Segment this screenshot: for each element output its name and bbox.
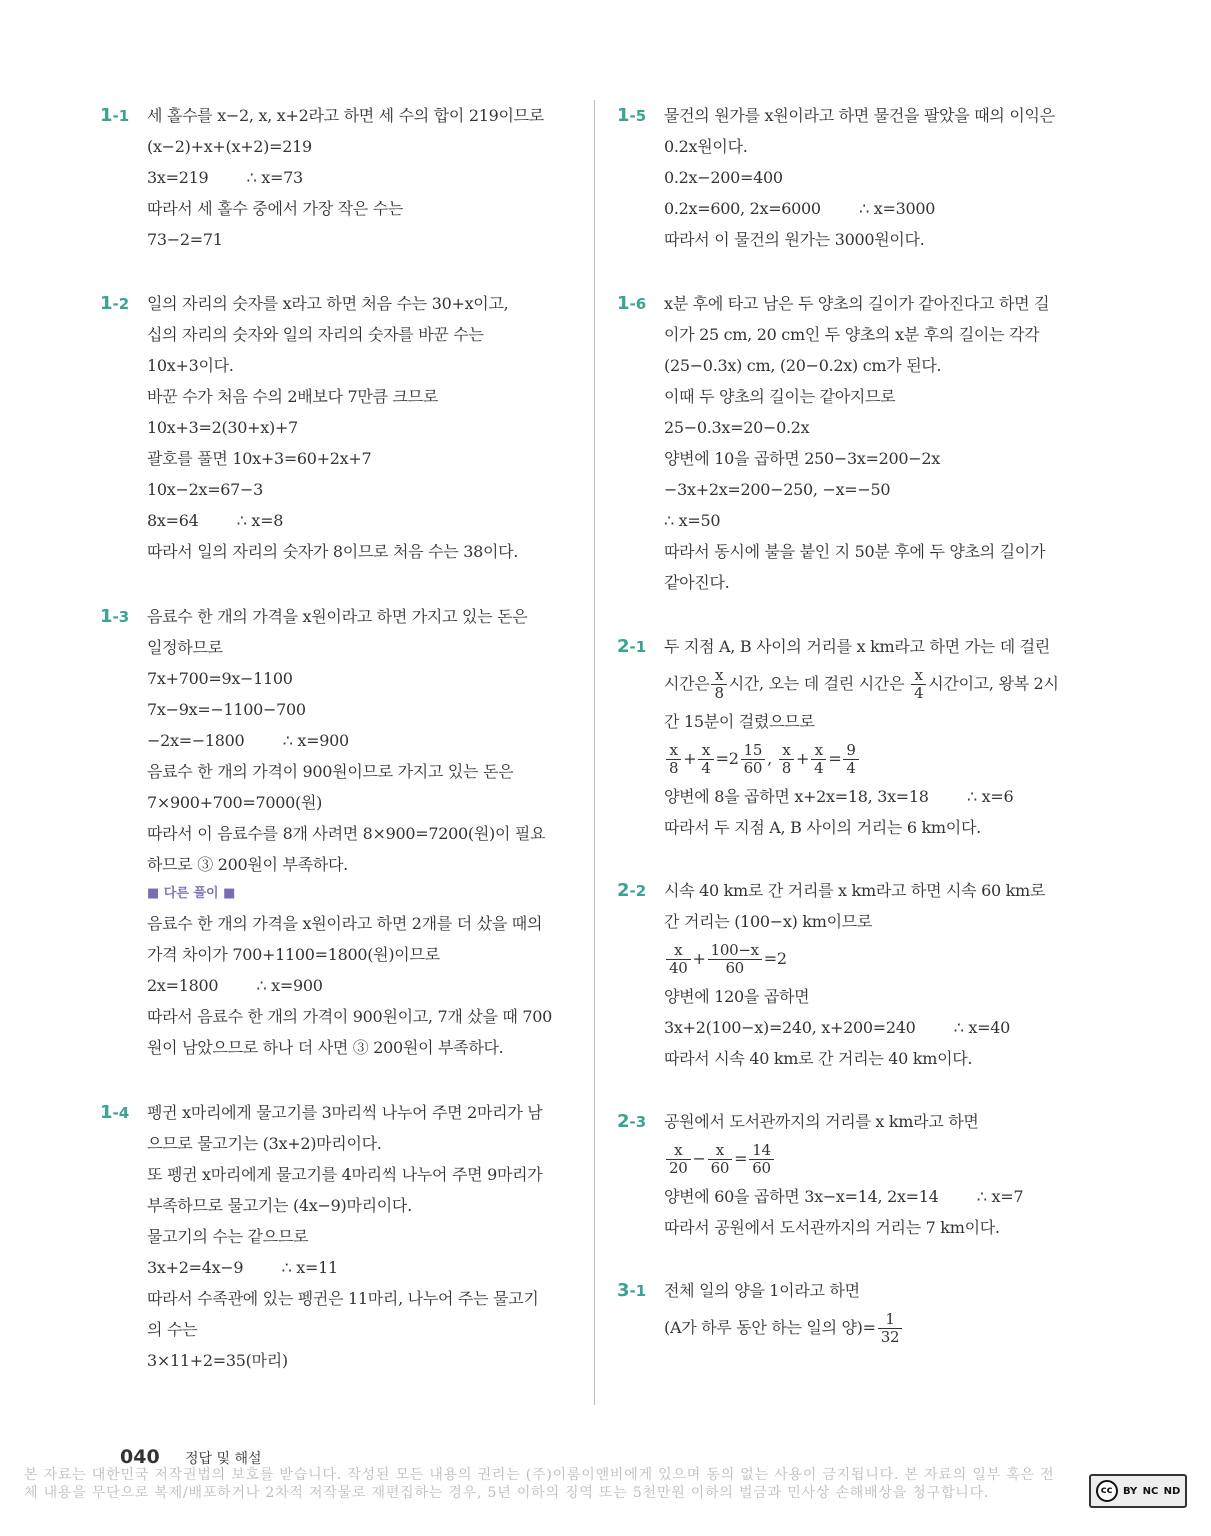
- equation-line: [664, 1137, 1092, 1181]
- solution-line: 양변에 10을 곱하면 250−3x=200−2x: [664, 449, 941, 468]
- operator: =: [734, 1149, 748, 1168]
- solution-line: 따라서 공원에서 도서관까지의 거리는 7 km이다.: [664, 1218, 1000, 1237]
- solution-line: 0.2x=600, 2x=6000 ∴ x=3000: [664, 199, 936, 218]
- numerator: 100−x: [708, 943, 762, 960]
- solution-line: 바꾼 수가 처음 수의 2배보다 7만큼 크므로: [147, 387, 438, 406]
- problem-number: 2-1: [617, 636, 647, 657]
- solution-line: 공원에서 도서관까지의 거리를 x km라고 하면: [664, 1112, 979, 1131]
- problem-number: 1-1: [100, 105, 130, 126]
- problem-number: 2-3: [617, 1111, 647, 1132]
- solution-line: 따라서 세 홀수 중에서 가장 작은 수는: [147, 199, 404, 218]
- solution-line: 물고기의 수는 같으므로: [147, 1227, 309, 1246]
- numerator: x: [666, 943, 691, 960]
- problem-number: 1-2: [100, 293, 130, 314]
- numerator: x: [711, 668, 726, 685]
- solution-line: [664, 662, 1092, 706]
- right-column: [617, 100, 1092, 1350]
- solution-line: 시속 40 km로 간 거리를 x km라고 하면 시속 60 km로: [664, 881, 1046, 900]
- solution-line: 가격 차이가 700+1100=1800(원)이므로: [147, 945, 440, 964]
- fraction: [666, 943, 691, 976]
- copyright-notice: 본 자료는 대한민국 저작권법의 보호를 받습니다. 작성된 모든 내용의 권리는 (주)이룸이앤비에게 있으며 동의 없는 사용이 금지됩니다. 본 자료의 일부 혹은 전체 내용을 무단으로 복제/배포하거나 2차적 저작물로 재편집하는 경우, 5년 이하의 징역 또는 5천만원 이하의 벌금과 민사상 손해배상을 청구합니다.: [24, 1467, 1055, 1501]
- solution-line: 0.2x−200=400: [664, 168, 783, 187]
- solution-line: 또 펭귄 x마리에게 물고기를 4마리씩 나누어 주면 9마리가: [147, 1165, 543, 1184]
- operator: +: [683, 749, 697, 768]
- fraction: [741, 743, 766, 776]
- equation-line: [664, 737, 1092, 781]
- solution-line: 음료수 한 개의 가격이 900원이므로 가지고 있는 돈은: [147, 762, 514, 781]
- problem-2-2: [617, 875, 1092, 1074]
- denominator: 4: [914, 684, 924, 702]
- fraction: [779, 743, 794, 776]
- numerator: x: [698, 743, 713, 760]
- solution-line: 간 15분이 걸렸으므로: [664, 712, 815, 731]
- operator: =2: [763, 949, 787, 968]
- numerator: 14: [749, 1143, 774, 1160]
- fraction: [878, 1312, 903, 1345]
- solution-line: 일정하므로: [147, 638, 223, 657]
- denominator: 4: [846, 759, 856, 777]
- solution-line: 으므로 물고기는 (3x+2)마리이다.: [147, 1134, 382, 1153]
- operator: +: [692, 949, 706, 968]
- operator: +: [795, 749, 810, 768]
- by-icon: BY: [1122, 1485, 1138, 1497]
- solution-line: 음료수 한 개의 가격을 x원이라고 하면 2개를 더 샀을 때의: [147, 914, 543, 933]
- operator: =2: [715, 749, 739, 768]
- denominator: 60: [743, 759, 763, 777]
- solution-line: 따라서 이 물건의 원가는 3000원이다.: [664, 230, 925, 249]
- problem-1-3: [100, 601, 575, 1063]
- solution-line: 따라서 수족관에 있는 펭귄은 11마리, 나누어 주는 물고기: [147, 1289, 539, 1308]
- denominator: 60: [752, 1159, 771, 1177]
- solution-line: 양변에 8을 곱하면 x+2x=18, 3x=18 ∴ x=6: [664, 787, 1014, 806]
- denominator: 40: [669, 959, 688, 977]
- solution-line: 3x+2(100−x)=240, x+200=240 ∴ x=40: [664, 1018, 1011, 1037]
- nd-icon: ND: [1163, 1485, 1181, 1497]
- problem-number: 1-5: [617, 105, 647, 126]
- solution-line: 의 수는: [147, 1320, 198, 1339]
- problem-number: 1-6: [617, 293, 647, 314]
- problem-2-1: [617, 631, 1092, 843]
- solution-line: 10x+3=2(30+x)+7: [147, 418, 298, 437]
- solution-line: 따라서 이 음료수를 8개 사려면 8×900=7200(원)이 필요: [147, 824, 546, 843]
- equation-line: [664, 937, 1092, 981]
- problem-1-6: [617, 288, 1092, 598]
- fraction: [708, 1143, 733, 1176]
- denominator: 4: [701, 759, 711, 777]
- page-number: 040: [120, 1446, 160, 1468]
- problem-number: 1-3: [100, 606, 130, 627]
- solution-line: 따라서 음료수 한 개의 가격이 900원이고, 7개 샀을 때 700: [147, 1007, 552, 1026]
- denominator: 8: [669, 759, 679, 777]
- solution-line: −2x=−1800 ∴ x=900: [147, 731, 349, 750]
- problem-number: 2-2: [617, 880, 647, 901]
- equation-line: [664, 1306, 1092, 1350]
- solution-line: 같아진다.: [664, 573, 730, 592]
- cc-icon: cc: [1096, 1480, 1118, 1502]
- numerator: x: [811, 743, 826, 760]
- solution-line: 7x+700=9x−1100: [147, 669, 293, 688]
- fraction: [666, 743, 681, 776]
- operator: −: [692, 1149, 706, 1168]
- solution-line: 원이 남았으므로 하나 더 사면 ③ 200원이 부족하다.: [147, 1038, 504, 1057]
- column-divider: [594, 100, 595, 1405]
- solution-line: 25−0.3x=20−0.2x: [664, 418, 810, 437]
- operator: ,: [767, 749, 772, 768]
- text-segment: (A가 하루 동안 하는 일의 양)=: [664, 1318, 876, 1337]
- solution-line: 전체 일의 양을 1이라고 하면: [664, 1281, 860, 1300]
- solution-line: 10x−2x=67−3: [147, 480, 264, 499]
- problem-1-2: [100, 288, 575, 567]
- denominator: 20: [669, 1159, 688, 1177]
- solution-line: −3x+2x=200−250, −x=−50: [664, 480, 891, 499]
- solution-line: 음료수 한 개의 가격을 x원이라고 하면 가지고 있는 돈은: [147, 607, 528, 626]
- left-column: [100, 100, 575, 1376]
- fraction: [666, 1143, 691, 1176]
- solution-line: 이가 25 cm, 20 cm인 두 양초의 x분 후의 길이는 각각: [664, 325, 1040, 344]
- numerator: x: [666, 743, 681, 760]
- fraction: [843, 743, 858, 776]
- solution-line: (x−2)+x+(x+2)=219: [147, 137, 312, 156]
- problem-number: 3-1: [617, 1280, 647, 1301]
- solution-line: 0.2x원이다.: [664, 137, 748, 156]
- denominator: 8: [781, 759, 791, 777]
- numerator: x: [779, 743, 794, 760]
- fraction: [698, 743, 713, 776]
- solution-line: 10x+3이다.: [147, 356, 234, 375]
- numerator: 15: [741, 743, 766, 760]
- alternative-solution-heading: ■ 다른 풀이 ■: [147, 886, 236, 901]
- problem-1-4: [100, 1097, 575, 1376]
- denominator: 60: [710, 1159, 730, 1177]
- solution-line: 3×11+2=35(마리): [147, 1351, 288, 1370]
- solution-line: x분 후에 타고 남은 두 양초의 길이가 같아진다고 하면 길: [664, 294, 1050, 313]
- problem-2-3: [617, 1106, 1092, 1243]
- solution-line: 이때 두 양초의 길이는 같아지므로: [664, 387, 896, 406]
- fraction: [708, 943, 762, 976]
- fraction: [811, 743, 826, 776]
- solution-line: 펭귄 x마리에게 물고기를 3마리씩 나누어 주면 2마리가 남: [147, 1103, 543, 1122]
- fraction: [711, 668, 726, 701]
- solution-line: 두 지점 A, B 사이의 거리를 x km라고 하면 가는 데 걸린: [664, 637, 1050, 656]
- numerator: x: [708, 1143, 733, 1160]
- solution-line: 간 거리는 (100−x) km이므로: [664, 912, 873, 931]
- denominator: 60: [725, 959, 744, 977]
- text-segment: 시간, 오는 데 걸린 시간은: [728, 674, 905, 693]
- solution-line: 괄호를 풀면 10x+3=60+2x+7: [147, 449, 372, 468]
- solution-line: 하므로 ③ 200원이 부족하다.: [147, 855, 348, 874]
- numerator: 1: [878, 1312, 903, 1329]
- problem-1-5: [617, 100, 1092, 255]
- denominator: 4: [814, 759, 824, 777]
- problem-number: 1-4: [100, 1102, 130, 1123]
- solution-line: 따라서 동시에 불을 붙인 지 50분 후에 두 양초의 길이가: [664, 542, 1046, 561]
- numerator: x: [911, 668, 926, 685]
- numerator: 9: [843, 743, 858, 760]
- problem-3-1: [617, 1275, 1092, 1350]
- solution-line: 2x=1800 ∴ x=900: [147, 976, 323, 995]
- solution-line: 3x=219 ∴ x=73: [147, 168, 303, 187]
- solution-line: 8x=64 ∴ x=8: [147, 511, 284, 530]
- solution-line: 부족하므로 물고기는 (4x−9)마리이다.: [147, 1196, 412, 1215]
- solution-line: 7x−9x=−1100−700: [147, 700, 306, 719]
- denominator: 8: [714, 684, 724, 702]
- solution-line: (25−0.3x) cm, (20−0.2x) cm가 된다.: [664, 356, 942, 375]
- solution-line: 따라서 일의 자리의 숫자가 8이므로 처음 수는 38이다.: [147, 542, 519, 561]
- nc-icon: NC: [1142, 1485, 1159, 1497]
- fraction: [749, 1143, 774, 1176]
- text-segment: 시간은: [664, 674, 710, 693]
- problem-1-1: [100, 100, 575, 255]
- section-label: 정답 및 해설: [185, 1451, 262, 1467]
- solution-line: 따라서 시속 40 km로 간 거리는 40 km이다.: [664, 1049, 973, 1068]
- text-segment: 시간이고, 왕복 2시: [928, 674, 1059, 693]
- creative-commons-badge: [1089, 1474, 1187, 1508]
- numerator: x: [666, 1143, 691, 1160]
- solution-line: 3x+2=4x−9 ∴ x=11: [147, 1258, 338, 1277]
- solution-line: 73−2=71: [147, 230, 223, 249]
- denominator: 32: [880, 1328, 900, 1346]
- solution-line: 7×900+700=7000(원): [147, 793, 323, 812]
- solution-line: 양변에 60을 곱하면 3x−x=14, 2x=14 ∴ x=7: [664, 1187, 1024, 1206]
- operator: =: [828, 749, 842, 768]
- solution-line: ∴ x=50: [664, 511, 721, 530]
- solution-line: 양변에 120을 곱하면: [664, 987, 810, 1006]
- solution-line: 따라서 두 지점 A, B 사이의 거리는 6 km이다.: [664, 818, 981, 837]
- solution-line: 물건의 원가를 x원이라고 하면 물건을 팔았을 때의 이익은: [664, 106, 1055, 125]
- solution-line: 일의 자리의 숫자를 x라고 하면 처음 수는 30+x이고,: [147, 294, 509, 313]
- solution-line: 세 홀수를 x−2, x, x+2라고 하면 세 수의 합이 219이므로: [147, 106, 544, 125]
- solution-line: 십의 자리의 숫자와 일의 자리의 숫자를 바꾼 수는: [147, 325, 484, 344]
- fraction: [911, 668, 926, 701]
